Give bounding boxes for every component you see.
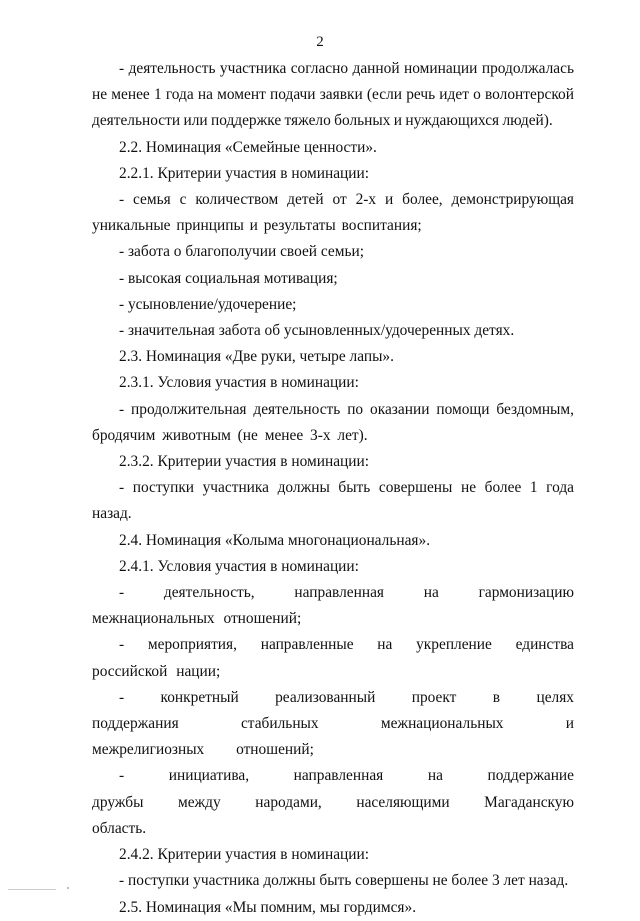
paragraph-conditions-2-4-1: 2.4.1. Условия участия в номинации: — [119, 557, 359, 575]
page-number: 2 — [316, 34, 324, 50]
paragraph-conditions-2-3-1: 2.3.1. Условия участия в номинации: — [119, 374, 359, 392]
footer-rule — [8, 889, 56, 890]
paragraph-activity-duration: - деятельность участника согласно данной номинации продолжалась не менее 1 года на момент подачи заявки (если речь идет о волонтерской деятельности или поддержке тяжело больных и нуждающихся людей). — [92, 60, 574, 130]
list-item-interethnic-harmony: - деятельность, направленная на гармонизацию межнациональных отношений; — [92, 584, 574, 628]
paragraph-nomination-2-2: 2.2. Номинация «Семейные ценности». — [119, 138, 377, 156]
list-item-deeds-3-years: - поступки участника должны быть совершены не более 3 лет назад. — [119, 872, 569, 890]
paragraph-criteria-2-2-1: 2.2.1. Критерии участия в номинации: — [119, 164, 370, 182]
list-item-national-unity: - мероприятия, направленные на укрепление единства российской нации; — [92, 636, 574, 680]
paragraph-nomination-2-3: 2.3. Номинация «Две руки, четыре лапы». — [119, 348, 394, 366]
list-item-friendship-initiative: - инициатива, направленная на поддержание дружбы между народами, населяющими Магаданскую область. — [92, 767, 574, 837]
list-item-specific-project: - конкретный реализованный проект в целях поддержания стабильных межнациональных и межрелигиозных отношений; — [92, 688, 574, 759]
document-body — [92, 56, 574, 921]
paragraph-criteria-2-4-2: 2.4.2. Критерии участия в номинации: — [119, 846, 370, 864]
list-item-family-children: - семья с количеством детей от 2-х и более, демонстрирующая уникальные принципы и результаты воспитания; — [92, 191, 574, 235]
list-item-family-care: - забота о благополучии своей семьи; — [119, 243, 365, 261]
list-item-adopted-children-care: - значительная забота об усыновленных/удочеренных детях. — [119, 322, 515, 340]
paragraph-nomination-2-4: 2.4. Номинация «Колыма многонациональная». — [119, 531, 431, 549]
list-item-animal-help: - продолжительная деятельность по оказании помощи бездомным, бродячим животным (не менее 3-х лет). — [92, 400, 574, 444]
list-item-deeds-1-year: - поступки участника должны быть совершены не более 1 года назад. — [92, 479, 574, 523]
list-item-social-motivation: - высокая социальная мотивация; — [119, 269, 338, 287]
list-item-adoption: - усыновление/удочерение; — [119, 295, 297, 313]
paragraph-nomination-2-5: 2.5. Номинация «Мы помним, мы гордимся». — [119, 898, 417, 916]
footer-mark — [67, 887, 69, 889]
paragraph-criteria-2-3-2: 2.3.2. Критерии участия в номинации: — [119, 453, 370, 471]
